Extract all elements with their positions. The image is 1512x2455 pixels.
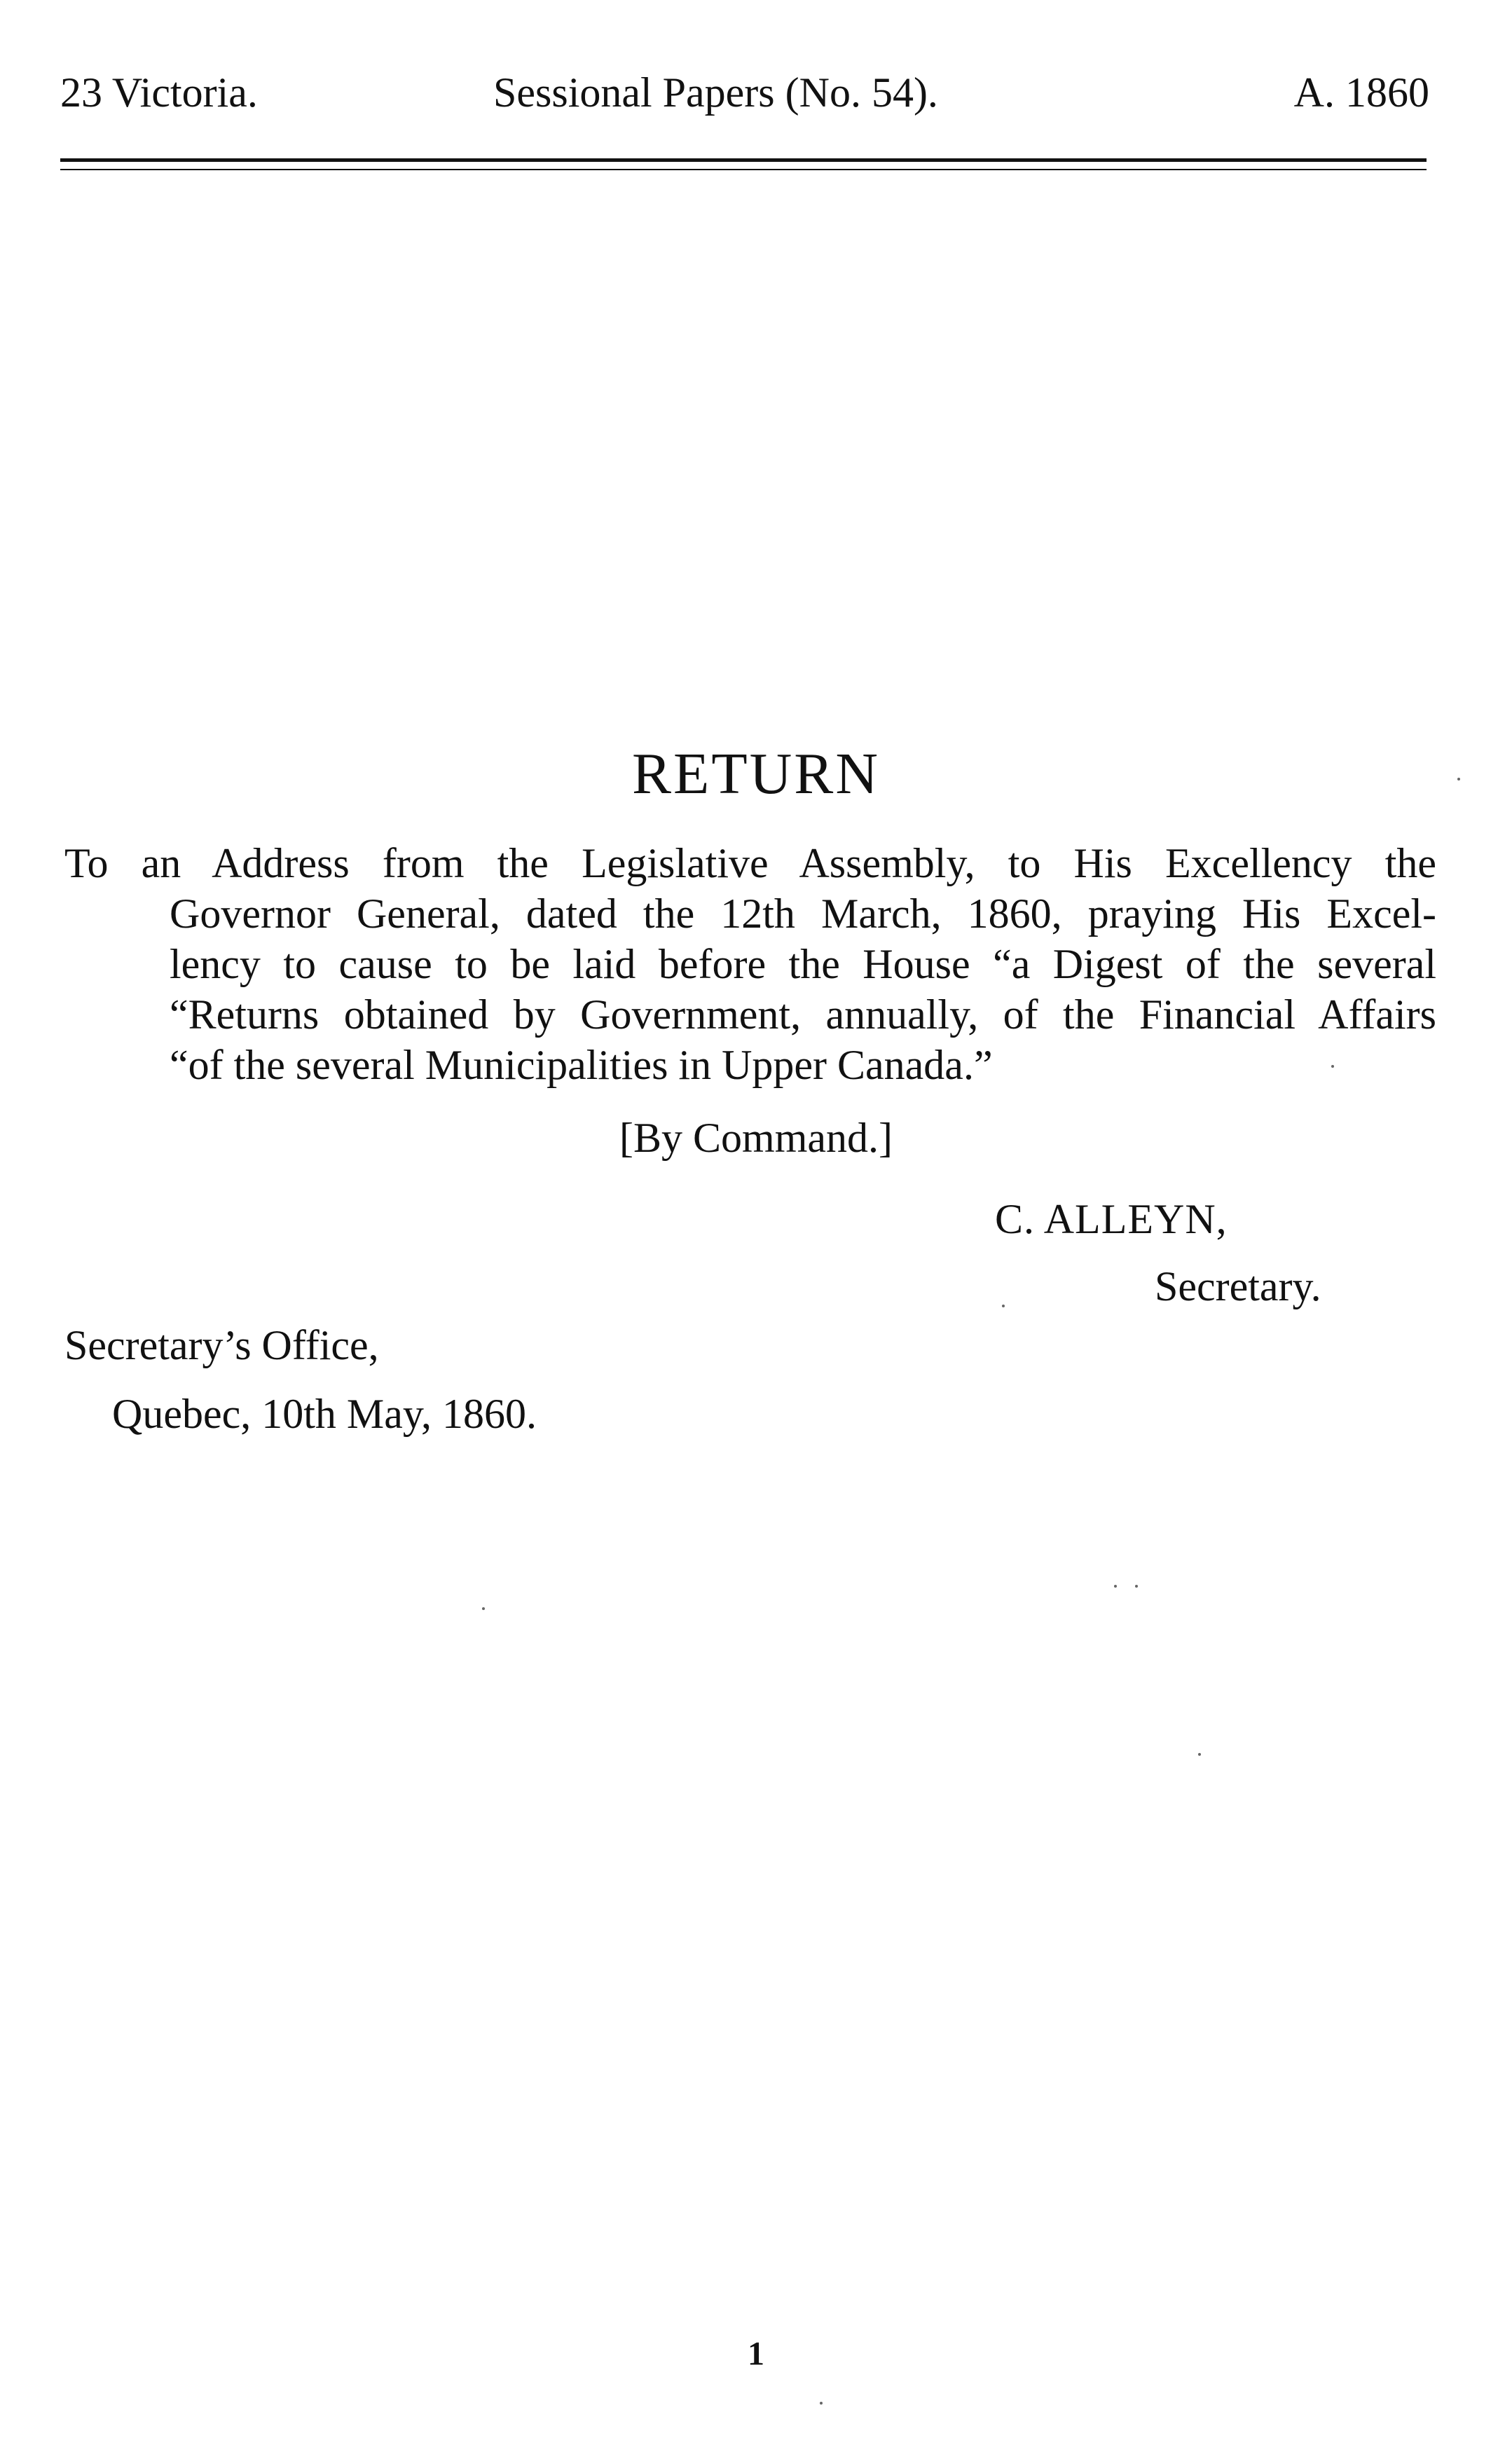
- address-line: “of the several Municipalities in Upper Canada.”: [170, 1042, 993, 1088]
- place-date-line: Quebec, 10th May, 1860.: [112, 1391, 537, 1437]
- print-speck: [820, 2402, 823, 2405]
- running-head-regnal-year: 23 Victoria.: [60, 69, 258, 116]
- address-line: “Returns obtained by Government, annually, of the Financial Affairs: [170, 991, 1436, 1038]
- print-speck: [1002, 1305, 1005, 1307]
- signatory-name: C. ALLEYN,: [995, 1196, 1228, 1242]
- print-speck: [482, 1607, 485, 1610]
- header-rule-thick: [60, 158, 1427, 162]
- header-rule-thin: [60, 169, 1427, 170]
- page-number: 1: [748, 2335, 764, 2372]
- print-speck: [1457, 778, 1460, 780]
- print-speck: [1114, 1585, 1117, 1588]
- office-line: Secretary’s Office,: [64, 1322, 379, 1368]
- running-head-year: A. 1860: [1293, 69, 1429, 116]
- address-line: To an Address from the Legislative Assembly, to His Excellency the: [64, 840, 1436, 886]
- address-line: lency to cause to be laid before the House “a Digest of the several: [170, 941, 1436, 987]
- print-speck: [1198, 1753, 1201, 1756]
- signatory-title: Secretary.: [1155, 1263, 1321, 1309]
- running-head-sessional-paper: Sessional Papers (No. 54).: [493, 69, 938, 116]
- print-speck: [1135, 1585, 1138, 1588]
- document-title: RETURN: [632, 741, 880, 806]
- address-paragraph: [64, 838, 1436, 1090]
- print-speck: [1331, 1065, 1334, 1068]
- address-line: Governor General, dated the 12th March, 1860, praying His Excel-: [170, 890, 1436, 937]
- by-command: [By Command.]: [619, 1115, 893, 1161]
- running-head: [60, 64, 1429, 121]
